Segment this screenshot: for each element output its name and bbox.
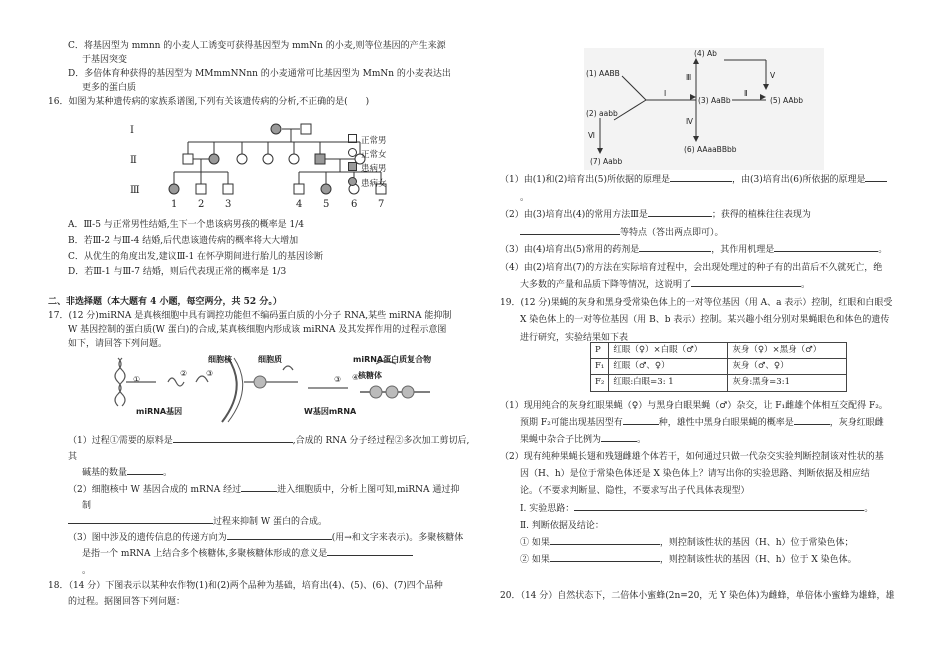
- q18-part2: （2）由(3)培育出(4)的常用方法Ⅲ是 ；获得的植株往往表现为: [500, 207, 910, 225]
- q17-part3: （3）图中涉及的遗传信息的传递方向为 (用→和文字来表示)。多聚核糖体: [48, 530, 473, 546]
- q19-stem-2: X 染色体上的一对等位基因（用 B、b 表示）控制。某兴趣小组分别对果蝇眼色和体色的遗传: [520, 315, 890, 326]
- q16-option-a: A．Ⅲ-5 与正常男性结婚,生下一个患该病男孩的概率是 1/4: [68, 220, 305, 230]
- table-cell: 红眼（♂、♀）: [609, 359, 728, 375]
- table-row: [591, 375, 847, 391]
- node-5: (5) AAbb: [770, 96, 803, 105]
- q18-blank-7[interactable]: [691, 277, 801, 287]
- q18-blank-2[interactable]: [865, 172, 887, 182]
- table-cell: 灰身（♂、♀）: [728, 359, 847, 375]
- q16-option-d: D．若Ⅲ-1 与Ⅲ-7 结婚，则后代表现正常的概率是 1/3: [68, 267, 287, 278]
- gen-II-label: Ⅱ: [130, 155, 137, 166]
- q19-case-1: ① 如果 ，则控制该性状的基因（H、h）位于常染色体；: [500, 535, 910, 552]
- cytoplasm-label: 细胞质: [258, 355, 282, 364]
- q19-part1-cont: 预期 F₂可能出现基因型有 种，雄性中黑身白眼果蝇的概率是 ，灰身红眼雌: [500, 415, 910, 432]
- q19-stem: 19．(12 分)果蝇的灰身和黑身受常染色体上的一对等位基因（用 A、a 表示）控制，红眼和白眼受: [500, 297, 893, 308]
- q17-blank-6[interactable]: [327, 546, 413, 556]
- node-2: (2) aabb: [586, 109, 618, 118]
- complex-label: miRNA蛋白质复合物: [353, 355, 432, 364]
- pedigree-num-6: 6: [351, 199, 358, 210]
- pedigree-num-4: 4: [296, 199, 303, 210]
- step-2-label: ②: [180, 369, 188, 378]
- route-1: Ⅰ: [664, 89, 667, 98]
- q18-part1-end: 。: [520, 192, 530, 203]
- q16-option-b: B．若Ⅲ-2 与Ⅲ-4 结婚,后代患该遗传病的概率将大大增加: [68, 235, 299, 246]
- q17-part1-cont: 碱基的数量 。: [48, 465, 473, 481]
- pedigree-legend: 正常男 正常女 患病男 患病女: [348, 134, 387, 191]
- q19-blank-case-1[interactable]: [550, 535, 660, 545]
- q15-option-d-cont: 更多的蛋白质: [82, 82, 137, 93]
- node-6: (6) AAaaBBbb: [684, 145, 737, 154]
- q15-option-c: C．将基因型为 mmnn 的小麦人工诱变可获得基因型为 mmNn 的小麦,则等位基因的产生来源: [68, 41, 446, 51]
- q17-part3-end: 。: [82, 565, 92, 576]
- pedigree-num-5: 5: [323, 199, 330, 210]
- q19-stem-3: 进行研究，实验结果如下表: [520, 332, 629, 343]
- pedigree-I-female: [271, 124, 281, 134]
- q17-part1: （1）过程①需要的原料是 ,合成的 RNA 分子经过程②多次加工剪切后,其: [48, 433, 473, 465]
- step-3b-label: ③: [334, 375, 342, 384]
- q18-blank-6[interactable]: [774, 242, 878, 252]
- normal-male-icon: [348, 134, 357, 143]
- q18-stem-2: 的过程。据图回答下列问题：: [68, 597, 186, 608]
- q17-stem-3: 如下，请回答下列问题。: [68, 338, 168, 349]
- q19-part2-cont2: 论。（不要求判断显、隐性，不要求写出子代具体表现型）: [520, 486, 750, 497]
- pedigree-num-1: 1: [171, 199, 178, 210]
- q19-part2: （2）现有纯种果蝇长翅和残翅雌雄个体若干，如何通过只做一代杂交实验判断控制该对性状的基: [500, 452, 884, 463]
- q19-blank-2[interactable]: [794, 415, 830, 425]
- q15-option-c-cont: 于基因突变: [82, 54, 128, 65]
- q17-blank-1[interactable]: [173, 433, 293, 443]
- q19-case-2: ② 如果 ，则控制该性状的基因（H、h）位于 X 染色体。: [500, 552, 910, 569]
- nucleus-label: 细胞核: [208, 355, 232, 364]
- q16-option-c: C．从优生的角度出发,建议Ⅲ-1 在怀孕期间进行胎儿的基因诊断: [68, 251, 324, 262]
- step-3-label: ③: [206, 369, 214, 378]
- q19-blank-idea[interactable]: [574, 501, 864, 511]
- affected-male-icon: [348, 162, 357, 171]
- route-2: Ⅱ: [744, 89, 748, 98]
- step-1-label: ①: [133, 375, 141, 384]
- route-4: Ⅳ: [686, 117, 693, 126]
- q17-stem: 17．(12 分)miRNA 是真核细胞中具有调控功能但不编码蛋白质的小分子 RNA,某些 miRNA 能抑制: [48, 310, 452, 321]
- route-3: Ⅲ: [686, 73, 692, 82]
- route-5: Ⅴ: [770, 71, 776, 80]
- mirna-figure: [108, 352, 448, 424]
- q18-part4: （4）由(2)培育出(7)的方法在实际培育过程中，会出现处理过的种子有的出苗后不久就死亡，绝: [500, 262, 883, 273]
- q17-blank-3[interactable]: [241, 482, 277, 492]
- step-4-label: ④: [352, 373, 360, 382]
- mirna-gene-label: miRNA基因: [136, 407, 183, 416]
- q18-part4-cont: 大多数的产量和品质下降等情况，这说明了 。: [500, 277, 910, 295]
- q19-blank-3[interactable]: [601, 432, 637, 442]
- section-title: 二、非选择题（本大题有 4 小题，每空两分，共 52 分。）: [48, 297, 282, 307]
- breeding-figure: [584, 48, 824, 170]
- table-cell: 灰身（♀）×黑身（♂）: [728, 343, 847, 359]
- q18-part1: （1）由(1)和(2)培育出(5)所依据的原理是 ，由(3)培育出(6)所依据的原理是: [500, 172, 910, 190]
- table-cell: P: [591, 343, 609, 359]
- q17-blank-5[interactable]: [227, 530, 332, 540]
- table-row: [591, 359, 847, 375]
- q17-blank-4[interactable]: [68, 514, 213, 524]
- q17-part2-cont2: 过程来抑制 W 蛋白的合成。: [48, 514, 473, 530]
- q19-part2-cont: 因（H、h）是位于常染色体还是 X 染色体上？请写出你的实验思路、判断依据及相应结: [520, 469, 870, 480]
- gen-I-label: Ⅰ: [130, 125, 134, 136]
- q18-stem: 18．（14 分）下图表示以某种农作物(1)和(2)两个品种为基础，培育出(4)、(5)、(6)、(7)四个品种: [48, 581, 443, 591]
- q18-blank-3[interactable]: [648, 207, 712, 217]
- node-7: (7) Aabb: [590, 157, 623, 166]
- q18-blank-4[interactable]: [520, 225, 620, 235]
- q19-part1-cont2: 果蝇中杂合子比例为 。: [500, 432, 910, 449]
- q17-part2-cont: 制: [82, 500, 92, 511]
- route-6: Ⅵ: [588, 131, 595, 140]
- q18-part2-cont: 等特点（答出两点即可）。: [500, 225, 910, 243]
- q20-stem: 20．（14 分）自然状态下，二倍体小蜜蜂(2n=20，无 Y 染色体)为雌蜂，单倍体小蜜蜂为雄蜂，雄: [500, 591, 895, 601]
- table-cell: 红眼（♀）×白眼（♂）: [609, 343, 728, 359]
- q19-basis: Ⅱ. 判断依据及结论：: [520, 520, 604, 531]
- node-1: (1) AABB: [586, 69, 620, 78]
- pedigree-I-male: [301, 124, 311, 134]
- q16-stem: 16．如图为某种遗传病的家族系谱图,下列有关该遗传病的分析,不正确的是( ): [48, 96, 370, 107]
- table-cell: 红眼:白眼=3: 1: [609, 375, 728, 391]
- table-row: [591, 343, 847, 359]
- table-cell: 灰身:黑身=3:1: [728, 375, 847, 391]
- q19-blank-case-2[interactable]: [550, 552, 660, 562]
- node-4: (4) Ab: [694, 49, 717, 58]
- q19-blank-1[interactable]: [623, 415, 659, 425]
- table-cell: F₁: [591, 359, 609, 375]
- q19-idea: Ⅰ. 实验思路： 。: [500, 501, 910, 518]
- q19-table: [590, 342, 847, 392]
- q17-part2: （2）细胞核中 W 基因合成的 mRNA 经过 进入细胞质中，分析上图可知,miRNA 通过抑: [48, 482, 473, 498]
- q19-part1: （1）现用纯合的灰身红眼果蝇（♀）与黑身白眼果蝇（♂）杂交，让 F₁雌雄个体相互交配得 F₂。: [500, 401, 888, 411]
- gen-III-label: Ⅲ: [130, 185, 140, 196]
- normal-female-icon: [348, 148, 357, 157]
- q18-part3: （3）由(4)培育出(5)常用的药剂是 ，其作用机理是 。: [500, 242, 910, 260]
- q18-blank-5[interactable]: [639, 242, 711, 252]
- node-3: (3) AaBb: [698, 96, 731, 105]
- q17-stem-2: W 基因控制的蛋白质(W 蛋白)的合成,某真核细胞内形成该 miRNA 及其发挥作用的过程示意图: [68, 324, 447, 335]
- ribosome-label: 核糖体: [358, 371, 382, 380]
- q17-part3-cont: 是指一个 mRNA 上结合多个核糖体,多聚核糖体形成的意义是: [48, 546, 473, 562]
- pedigree-num-3: 3: [225, 199, 232, 210]
- affected-female-icon: [348, 177, 357, 186]
- q18-blank-1[interactable]: [670, 172, 732, 182]
- table-cell: F₂: [591, 375, 609, 391]
- q17-blank-2[interactable]: [127, 465, 163, 475]
- pedigree-num-2: 2: [198, 199, 205, 210]
- pedigree-num-7: 7: [378, 199, 385, 210]
- q15-option-d: D．多倍体育种获得的基因型为 MMmmNNnn 的小麦通常可比基因型为 MmNn 的小麦表达出: [68, 68, 451, 79]
- w-mrna-label: W基因mRNA: [304, 407, 357, 416]
